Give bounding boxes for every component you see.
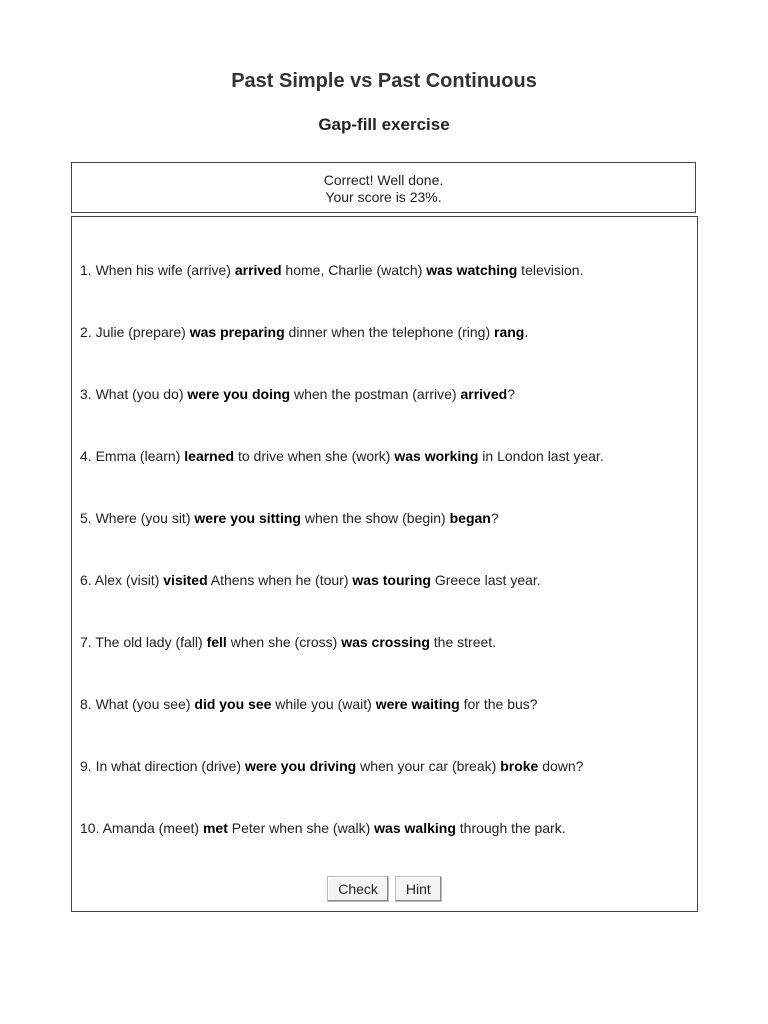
answer-gap-2[interactable]: was watching xyxy=(426,262,518,278)
score-text: Your score is 23%. xyxy=(325,189,442,205)
answer-gap-1[interactable]: were you doing xyxy=(187,386,291,402)
question-text: when the show (begin) xyxy=(300,510,450,526)
answer-gap-2[interactable]: was working xyxy=(394,448,479,464)
question-text: television. xyxy=(517,262,584,278)
question-text: When his wife (arrive) xyxy=(91,262,235,278)
question-number: 5. xyxy=(80,510,92,526)
question-number: 6. xyxy=(80,572,92,588)
answer-gap-2[interactable]: were waiting xyxy=(375,696,460,712)
exercise-box xyxy=(71,216,698,912)
answer-gap-1[interactable]: did you see xyxy=(194,696,272,712)
question-6 xyxy=(80,571,541,589)
question-number: 1. xyxy=(80,262,92,278)
feedback-box xyxy=(71,162,696,213)
question-number: 9. xyxy=(80,758,92,774)
answer-gap-1[interactable]: were you driving xyxy=(244,758,357,774)
question-text: when the postman (arrive) xyxy=(290,386,461,402)
question-text: to drive when she (work) xyxy=(234,448,395,464)
question-text: What (you see) xyxy=(91,696,195,712)
question-9 xyxy=(80,757,583,775)
question-number: 7. xyxy=(80,634,92,650)
answer-gap-1[interactable]: visited xyxy=(163,572,208,588)
question-text: In what direction (drive) xyxy=(91,758,245,774)
question-5 xyxy=(80,509,499,527)
answer-gap-2[interactable]: began xyxy=(449,510,491,526)
question-number: 4. xyxy=(80,448,92,464)
question-text: Alex (visit) xyxy=(91,572,164,588)
question-text: dinner when the telephone (ring) xyxy=(284,324,495,340)
page-subtitle: Gap-fill exercise xyxy=(318,115,450,134)
answer-gap-2[interactable]: was touring xyxy=(352,572,431,588)
question-number: 10. xyxy=(80,820,100,836)
answer-gap-2[interactable]: broke xyxy=(500,758,539,774)
answer-gap-1[interactable]: were you sitting xyxy=(194,510,301,526)
question-text: Peter when she (walk) xyxy=(227,820,375,836)
answer-gap-1[interactable]: met xyxy=(202,820,228,836)
question-text: Julie (prepare) xyxy=(91,324,190,340)
question-text: through the park. xyxy=(455,820,566,836)
answer-gap-1[interactable]: fell xyxy=(206,634,227,650)
answer-gap-1[interactable]: was preparing xyxy=(189,324,285,340)
question-7 xyxy=(80,633,496,651)
question-text: the street. xyxy=(429,634,497,650)
question-number: 8. xyxy=(80,696,92,712)
feedback-message: Correct! Well done. xyxy=(323,172,444,188)
question-text: Emma (learn) xyxy=(91,448,185,464)
question-text: ? xyxy=(507,386,515,402)
answer-gap-1[interactable]: learned xyxy=(184,448,235,464)
answer-gap-2[interactable]: arrived xyxy=(460,386,508,402)
question-text: What (you do) xyxy=(91,386,188,402)
answer-gap-2[interactable]: rang xyxy=(494,324,525,340)
question-1 xyxy=(80,261,583,279)
question-text: Greece last year. xyxy=(430,572,541,588)
question-text: home, Charlie (watch) xyxy=(281,262,427,278)
question-text: Amanda (meet) xyxy=(99,820,203,836)
question-text: down? xyxy=(538,758,584,774)
answer-gap-1[interactable]: arrived xyxy=(234,262,282,278)
question-2 xyxy=(80,323,528,341)
button-row xyxy=(72,876,697,902)
question-number: 3. xyxy=(80,386,92,402)
question-text: while you (wait) xyxy=(271,696,376,712)
question-number: 2. xyxy=(80,324,92,340)
question-text: Where (you sit) xyxy=(91,510,195,526)
question-text: for the bus? xyxy=(459,696,538,712)
question-text: Athens when he (tour) xyxy=(207,572,353,588)
question-10 xyxy=(80,819,566,837)
question-8 xyxy=(80,695,538,713)
question-text: The old lady (fall) xyxy=(91,634,207,650)
answer-gap-2[interactable]: was crossing xyxy=(341,634,430,650)
question-3 xyxy=(80,385,515,403)
question-text: when your car (break) xyxy=(356,758,501,774)
page-title: Past Simple vs Past Continuous xyxy=(231,70,537,92)
question-4 xyxy=(80,447,604,465)
check-button[interactable]: Check xyxy=(327,876,389,902)
question-text: when she (cross) xyxy=(226,634,342,650)
hint-button[interactable]: Hint xyxy=(395,876,442,902)
question-text: ? xyxy=(490,510,499,526)
answer-gap-2[interactable]: was walking xyxy=(374,820,456,836)
question-text: in London last year. xyxy=(478,448,604,464)
question-text: . xyxy=(524,324,529,340)
